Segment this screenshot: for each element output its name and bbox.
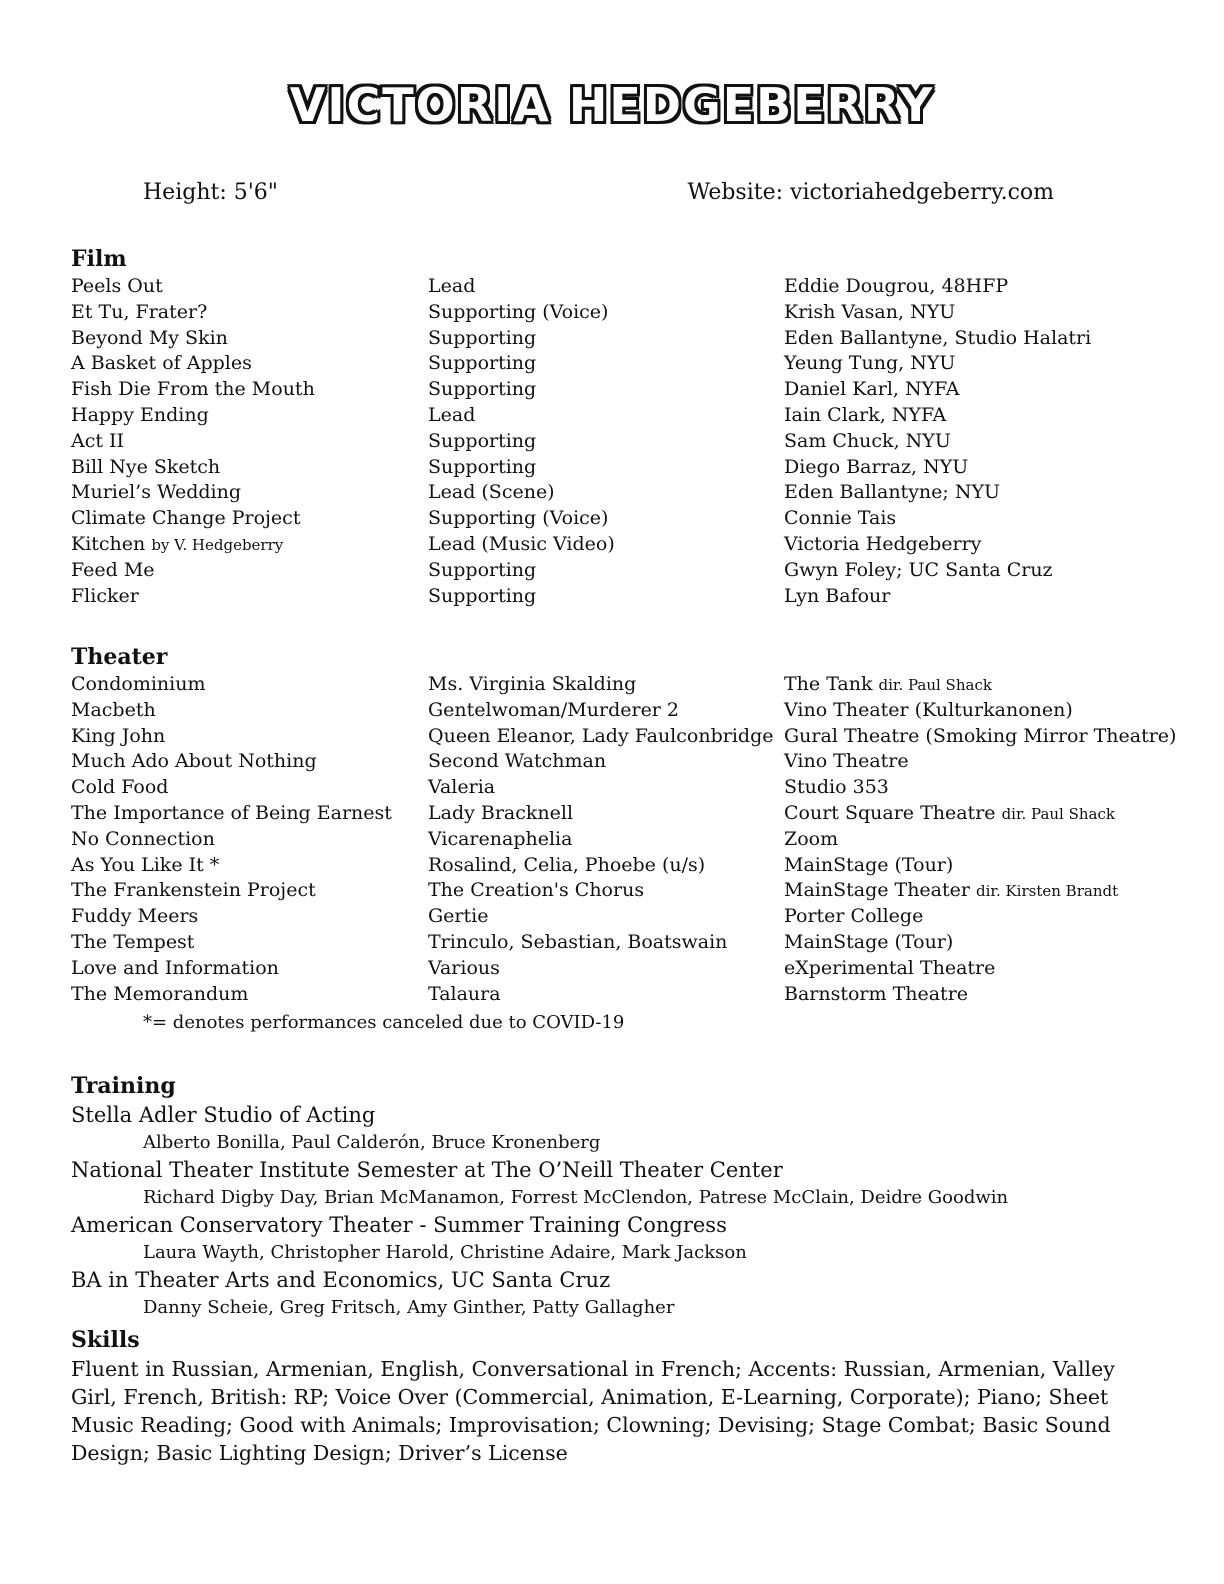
credit-text: Zoom: [784, 827, 839, 850]
production-title-text: Much Ado About Nothing: [71, 750, 317, 773]
credit-text: Porter College: [784, 905, 924, 928]
role: Second Watchman: [428, 750, 607, 773]
role: Supporting (Voice): [428, 507, 609, 530]
role: Supporting: [428, 584, 537, 607]
production-title: [71, 326, 228, 352]
credit-text: Court Square Theatre: [784, 801, 996, 824]
table-row: [71, 377, 1191, 403]
table-row: [71, 801, 1191, 827]
production-title: [71, 455, 220, 481]
film-credits-table: [71, 274, 1191, 609]
credit-text: Vino Theater (Kulturkanonen): [784, 698, 1073, 721]
production-title: [71, 403, 209, 429]
table-row: [71, 584, 1191, 610]
production-title-text: Peels Out: [71, 275, 163, 297]
table-row: [71, 506, 1191, 532]
table-row: [71, 326, 1191, 352]
training-teachers: Alberto Bonilla, Paul Calderón, Bruce Kronenberg: [143, 1132, 601, 1153]
production-title: [71, 930, 194, 956]
table-row: [71, 672, 1191, 698]
credit: [784, 749, 909, 775]
table-row: [71, 749, 1191, 775]
table-row: [71, 878, 1191, 904]
production-title-text: Beyond My Skin: [71, 326, 228, 349]
credit: [784, 698, 1073, 724]
credit-text: Yeung Tung, NYU: [784, 352, 956, 375]
production-title: [71, 532, 283, 559]
credit: [784, 480, 1000, 506]
role: Supporting: [428, 429, 537, 452]
credit: [784, 351, 955, 377]
training-teachers: Richard Digby Day, Brian McManamon, Forrest McClendon, Patrese McClain, Deidre Goodwin: [143, 1187, 1009, 1208]
role: Supporting: [428, 326, 537, 349]
production-title-text: Condominium: [71, 673, 206, 695]
credit-note: dir. Paul Shack: [1001, 804, 1115, 823]
theater-section-title: Theater: [71, 644, 168, 670]
credit: [784, 982, 968, 1008]
credit-text: Studio 353: [784, 776, 889, 799]
role: Ms. Virginia Skalding: [428, 673, 637, 695]
role: Supporting: [428, 455, 537, 478]
production-title: [71, 672, 205, 698]
production-title: [71, 300, 207, 326]
credit-text: eXperimental Theatre: [784, 956, 996, 979]
credit: [784, 801, 1115, 828]
table-row: [71, 300, 1191, 326]
role: Supporting: [428, 558, 537, 581]
role: Trinculo, Sebastian, Boatswain: [428, 930, 728, 953]
table-row: [71, 403, 1191, 429]
production-title: [71, 904, 198, 930]
theater-credits-table: [71, 672, 1191, 1007]
resume-name: VICTORIA HEDGEBERRY: [289, 78, 935, 132]
production-title: [71, 377, 315, 403]
production-title-text: Happy Ending: [71, 403, 209, 426]
training-teachers: Danny Scheie, Greg Fritsch, Amy Ginther, Patty Gallagher: [143, 1297, 675, 1318]
credit: [784, 403, 946, 429]
credit-text: Eden Ballantyne, Studio Halatri: [784, 326, 1092, 349]
table-row: [71, 532, 1191, 558]
credit-note: dir. Kirsten Brandt: [976, 882, 1119, 901]
credit: [784, 930, 953, 956]
skills-section-title: Skills: [71, 1327, 140, 1353]
credit-text: MainStage (Tour): [784, 853, 954, 876]
credit: [784, 455, 968, 481]
production-title: [71, 853, 219, 879]
production-title: [71, 506, 300, 532]
skills-text: Fluent in Russian, Armenian, English, Conversational in French; Accents: Russian, Armenian, Valley Girl, French, British: RP; Voice Over (Commercial, Animation, E-Learning, Corporate); Piano; Sheet Music Reading; Good with Animals; Improvisation; Clowning; Devising; Stage Combat; Basic Sound Design; Basic Lighting Design; Driver’s License: [71, 1357, 1115, 1465]
production-title-text: Macbeth: [71, 698, 156, 721]
credit-text: Lyn Bafour: [784, 584, 891, 607]
credit: [784, 827, 838, 853]
role: Gentelwoman/Murderer 2: [428, 698, 680, 721]
role: Supporting (Voice): [428, 300, 609, 323]
production-title-text: Climate Change Project: [71, 507, 301, 530]
table-row: [71, 698, 1191, 724]
role: Gertie: [428, 905, 489, 928]
training-teachers: Laura Wayth, Christopher Harold, Christine Adaire, Mark Jackson: [143, 1242, 747, 1263]
credit: [784, 878, 1118, 905]
production-title: [71, 351, 252, 377]
role: Lead: [428, 403, 476, 426]
production-title: [71, 982, 248, 1008]
role: Lady Bracknell: [428, 801, 574, 824]
credit: [784, 300, 955, 326]
credit: [784, 326, 1091, 352]
production-title-text: Muriel’s Wedding: [71, 481, 242, 504]
credit: [784, 672, 992, 699]
production-title: [71, 558, 155, 584]
credit: [784, 429, 951, 455]
role: Various: [428, 956, 500, 979]
production-title-text: Love and Information: [71, 956, 279, 979]
production-title: [71, 827, 215, 853]
production-title-text: Feed Me: [71, 558, 155, 581]
film-section-title: Film: [71, 246, 127, 272]
credit: [784, 377, 959, 403]
credit: [784, 775, 889, 801]
credit-text: Sam Chuck, NYU: [784, 429, 951, 452]
role: Lead (Scene): [428, 481, 555, 504]
production-title-text: The Importance of Being Earnest: [71, 801, 392, 824]
credit-text: The Tank: [784, 673, 873, 695]
production-title-text: Fish Die From the Mouth: [71, 378, 315, 401]
credit-note: dir. Paul Shack: [878, 676, 992, 694]
table-row: [71, 827, 1191, 853]
table-row: [71, 724, 1191, 750]
credit-text: Eddie Dougrou, 48HFP: [784, 275, 1009, 297]
training-school: American Conservatory Theater - Summer Training Congress: [71, 1213, 727, 1237]
production-title: [71, 480, 241, 506]
credit: [784, 956, 995, 982]
role: Valeria: [428, 776, 496, 799]
credit-text: Vino Theatre: [784, 750, 909, 773]
role: Supporting: [428, 378, 537, 401]
credit: [784, 904, 923, 930]
production-title-text: The Memorandum: [71, 982, 249, 1005]
production-title: [71, 801, 392, 827]
production-title-text: The Frankenstein Project: [71, 879, 316, 902]
role: Talaura: [428, 982, 501, 1005]
production-title-text: Cold Food: [71, 776, 169, 799]
production-title: [71, 698, 156, 724]
covid-note: *= denotes performances canceled due to COVID-19: [143, 1012, 625, 1033]
table-row: [71, 558, 1191, 584]
training-list: [71, 1101, 1171, 1321]
training-section-title: Training: [71, 1073, 176, 1099]
table-row: [71, 775, 1191, 801]
role: The Creation's Chorus: [428, 879, 645, 902]
credit-text: MainStage (Tour): [784, 930, 954, 953]
production-title-text: No Connection: [71, 827, 215, 850]
production-title-text: As You Like It *: [71, 853, 220, 876]
production-title: [71, 274, 163, 300]
production-title-text: King John: [71, 724, 166, 747]
production-title: [71, 724, 165, 750]
credit-text: Barnstorm Theatre: [784, 982, 969, 1005]
table-row: [71, 455, 1191, 481]
credit: [784, 853, 953, 879]
credit: [784, 558, 1053, 584]
credit-text: MainStage Theater: [784, 879, 970, 902]
production-title-text: Fuddy Meers: [71, 905, 199, 928]
table-row: [71, 274, 1191, 300]
credit-text: Eden Ballantyne; NYU: [784, 481, 1001, 504]
production-title-text: The Tempest: [71, 930, 195, 953]
credit-text: Iain Clark, NYFA: [784, 403, 947, 426]
table-row: [71, 351, 1191, 377]
credit-text: Gural Theatre (Smoking Mirror Theatre): [784, 724, 1177, 747]
credit-text: Connie Tais: [784, 507, 897, 530]
training-school: BA in Theater Arts and Economics, UC Santa Cruz: [71, 1268, 611, 1292]
credit-text: Daniel Karl, NYFA: [784, 378, 960, 401]
role: Rosalind, Celia, Phoebe (u/s): [428, 853, 706, 876]
role: Lead (Music Video): [428, 532, 615, 555]
table-row: [71, 982, 1191, 1008]
training-school: National Theater Institute Semester at The O’Neill Theater Center: [71, 1158, 783, 1182]
credit: [784, 274, 1008, 300]
role: Supporting: [428, 352, 537, 375]
credit: [784, 506, 896, 532]
production-title: [71, 956, 279, 982]
production-title-note: by V. Hedgeberry: [151, 535, 284, 554]
production-title-text: A Basket of Apples: [71, 352, 252, 375]
production-title: [71, 429, 124, 455]
production-title: [71, 584, 139, 610]
table-row: [71, 904, 1191, 930]
production-title-text: Bill Nye Sketch: [71, 455, 221, 478]
role: Queen Eleanor, Lady Faulconbridge: [428, 724, 774, 747]
production-title-text: Et Tu, Frater?: [71, 300, 208, 323]
table-row: [71, 956, 1191, 982]
credit: [784, 724, 1176, 750]
production-title: [71, 775, 168, 801]
training-school: Stella Adler Studio of Acting: [71, 1103, 376, 1127]
table-row: [71, 480, 1191, 506]
production-title-text: Kitchen: [71, 532, 146, 555]
role: Lead: [428, 275, 476, 297]
credit-text: Gwyn Foley; UC Santa Cruz: [784, 558, 1053, 581]
production-title-text: Act II: [71, 429, 125, 452]
credit-text: Krish Vasan, NYU: [784, 300, 956, 323]
table-row: [71, 930, 1191, 956]
production-title-text: Flicker: [71, 584, 139, 607]
role: Vicarenaphelia: [428, 827, 573, 850]
website-info: Website: victoriahedgeberry.com: [687, 180, 1054, 205]
height-info: Height: 5'6": [143, 180, 278, 205]
table-row: [71, 429, 1191, 455]
production-title: [71, 878, 316, 904]
credit: [784, 532, 981, 558]
credit-text: Victoria Hedgeberry: [784, 532, 982, 555]
credit: [784, 584, 890, 610]
production-title: [71, 749, 317, 775]
credit-text: Diego Barraz, NYU: [784, 455, 969, 478]
table-row: [71, 853, 1191, 879]
